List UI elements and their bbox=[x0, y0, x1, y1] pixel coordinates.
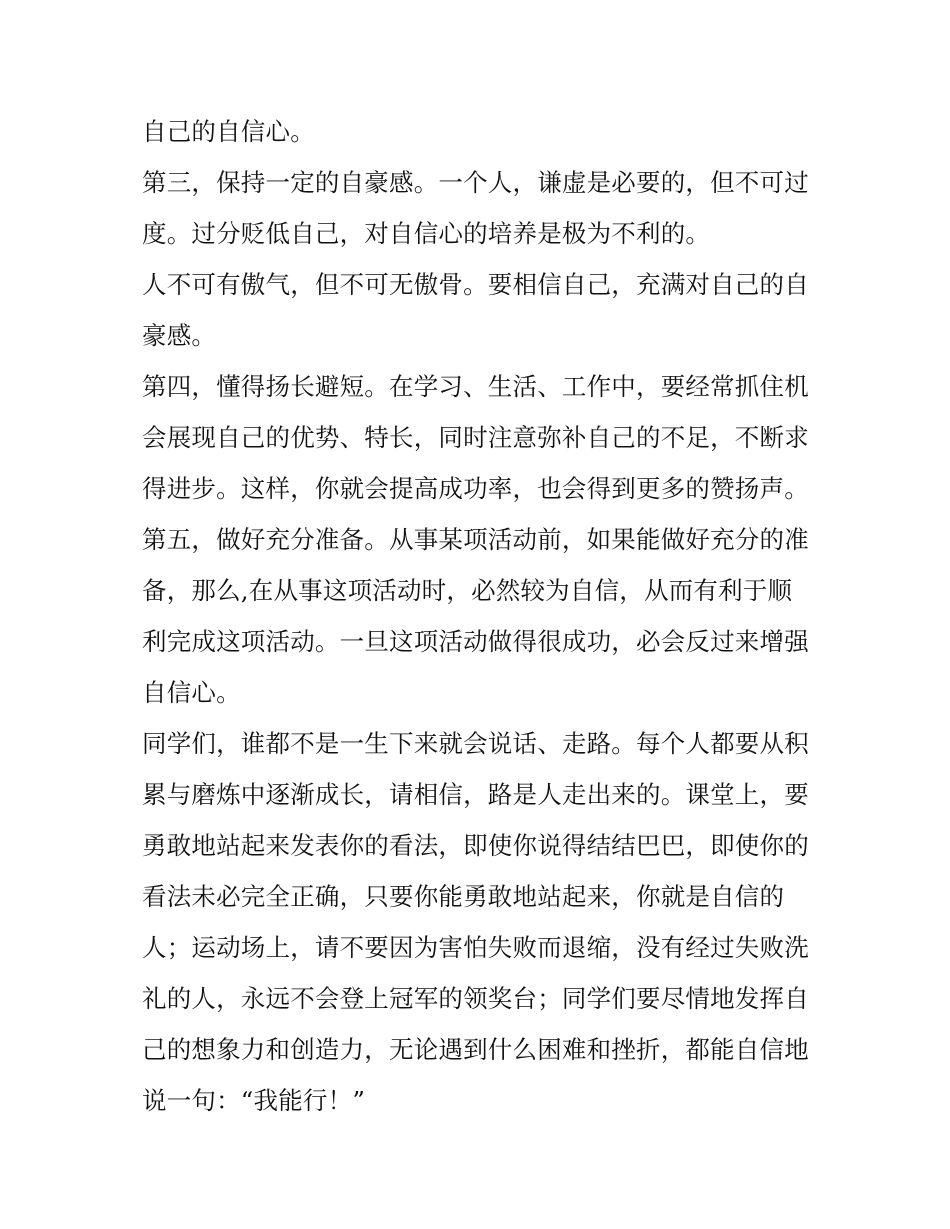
text-line: 得进步。这样，你就会提高成功率，也会得到更多的赞扬声。 bbox=[142, 474, 809, 503]
text-line: 第三，保持一定的自豪感。一个人，谦虚是必要的，但不可过 bbox=[142, 168, 809, 197]
text-line: 人不可有傲气，但不可无傲骨。要相信自己，充满对自己的自 bbox=[142, 270, 809, 299]
text-line: 同学们，谁都不是一生下来就会说话、走路。每个人都要从积 bbox=[142, 729, 809, 758]
text-line: 第五，做好充分准备。从事某项活动前，如果能做好充分的准 bbox=[142, 525, 809, 554]
text-line: 利完成这项活动。一旦这项活动做得很成功，必会反过来增强 bbox=[142, 627, 809, 656]
text-line: 勇敢地站起来发表你的看法，即使你说得结结巴巴，即使你的 bbox=[142, 831, 809, 860]
text-line: 礼的人，永远不会登上冠军的领奖台；同学们要尽情地发挥自 bbox=[142, 984, 809, 1013]
text-line: 说一句：“我能行！” bbox=[142, 1086, 366, 1115]
text-line: 自信心。 bbox=[142, 678, 241, 707]
text-line: 看法未必完全正确，只要你能勇敢地站起来，你就是自信的 bbox=[142, 882, 785, 911]
text-line: 会展现自己的优势、特长，同时注意弥补自己的不足，不断求 bbox=[142, 423, 809, 452]
text-line: 自己的自信心。 bbox=[142, 117, 315, 146]
text-line: 豪感。 bbox=[142, 321, 217, 350]
text-line: 第四，懂得扬长避短。在学习、生活、工作中，要经常抓住机 bbox=[142, 372, 809, 401]
text-line: 己的想象力和创造力，无论遇到什么困难和挫折，都能自信地 bbox=[142, 1035, 809, 1064]
document-body bbox=[142, 106, 814, 1126]
text-line: 度。过分贬低自己，对自信心的培养是极为不利的。 bbox=[142, 219, 711, 248]
text-line: 累与磨炼中逐渐成长，请相信，路是人走出来的。课堂上，要 bbox=[142, 780, 809, 809]
text-line: 备，那么,在从事这项活动时，必然较为自信，从而有利于顺 bbox=[142, 576, 793, 605]
text-line: 人；运动场上，请不要因为害怕失败而退缩，没有经过失败洗 bbox=[142, 933, 809, 962]
